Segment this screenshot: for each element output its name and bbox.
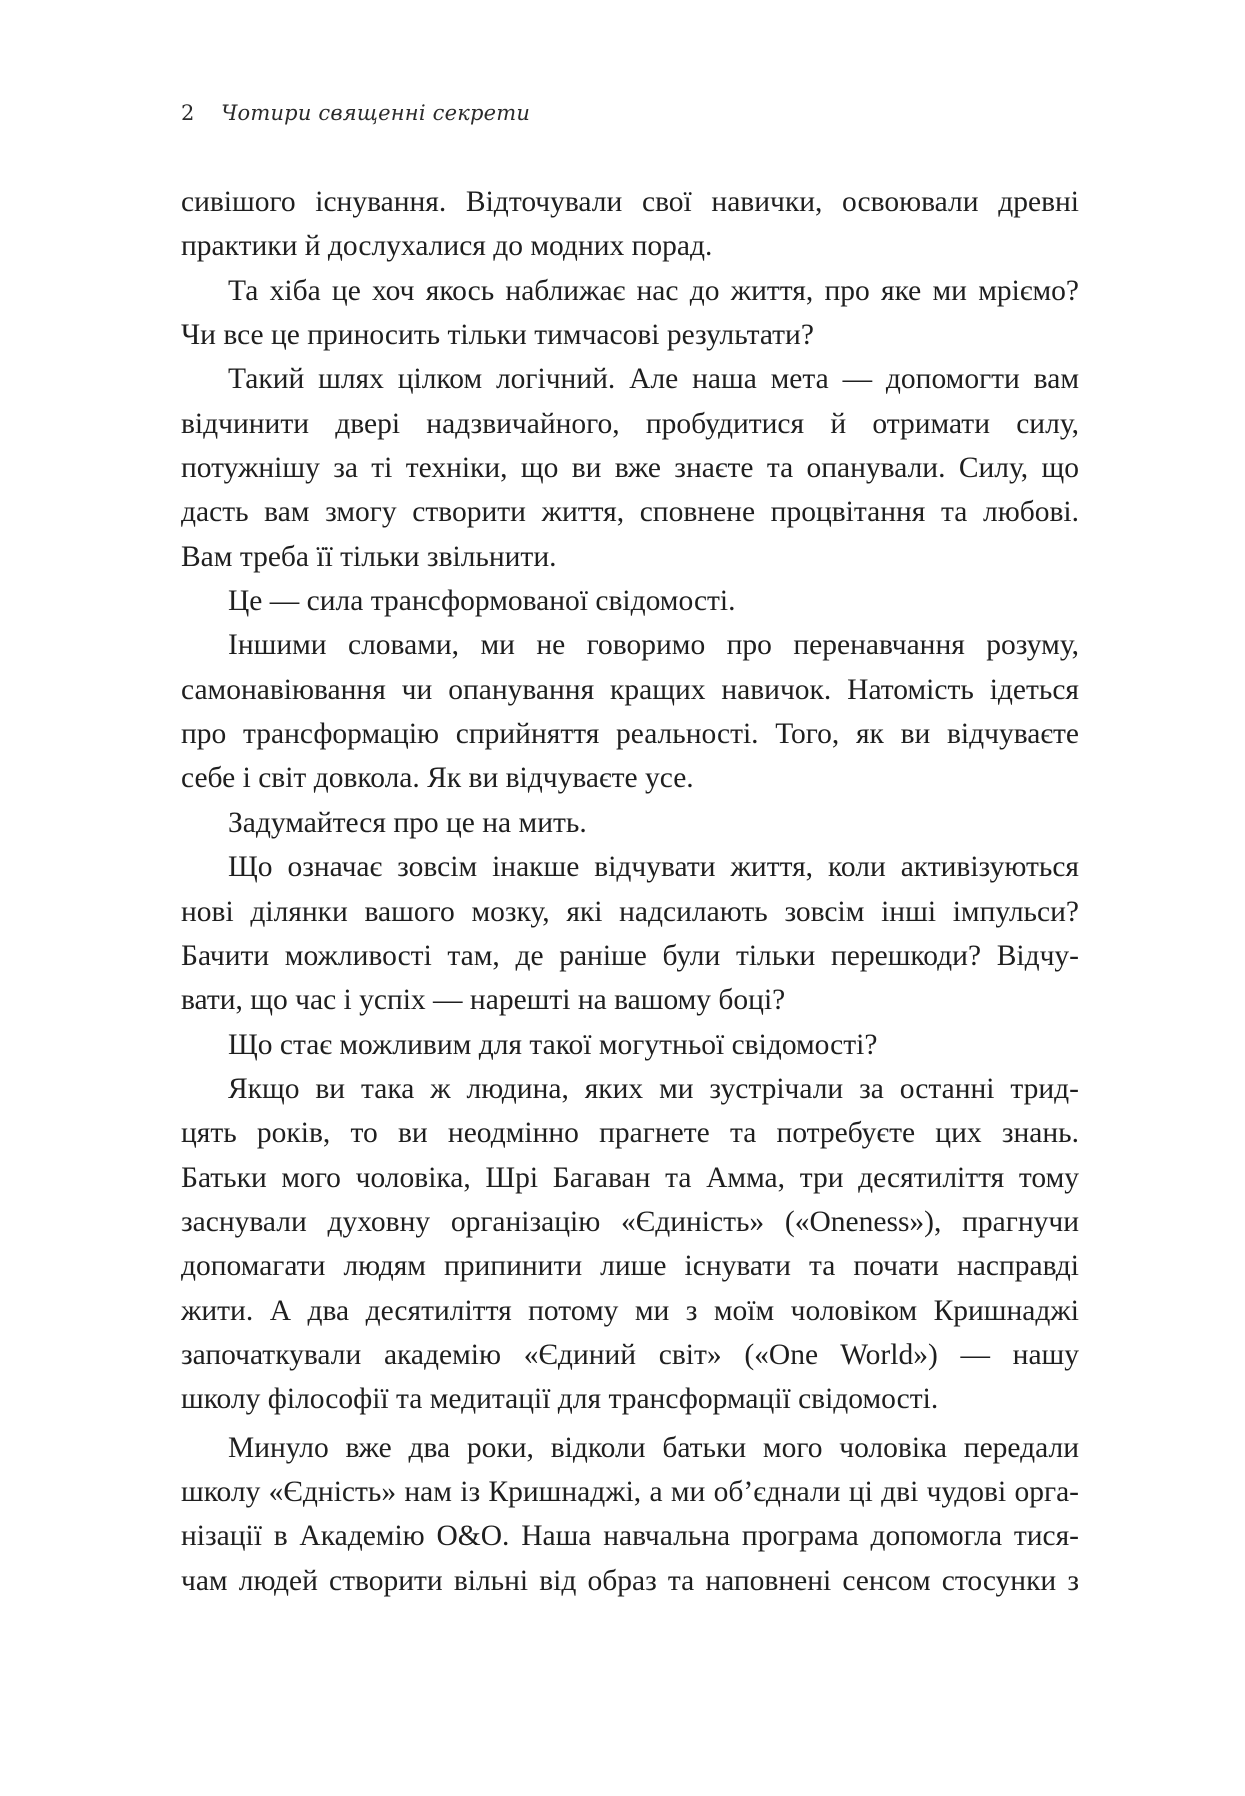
running-head: [181, 101, 530, 125]
text-line: Бачити можливості там, де раніше були тільки перешкоди? Відчу-: [181, 939, 1079, 972]
text-line: Такий шлях цілком логічний. Але наша мета — допомогти вам: [228, 363, 1079, 396]
body-text: [181, 180, 1079, 1603]
text-line: Та хіба це хоч якось наближає нас до життя, про яке ми мріємо?: [228, 274, 1079, 307]
paragraph: [181, 579, 1079, 623]
text-line: Задумайтеся про це на мить.: [228, 806, 587, 839]
paragraph: [181, 357, 1079, 579]
paragraph: [181, 801, 1079, 845]
text-line: жити. А два десятиліття потому ми з моїм чоловіком Кришнаджі: [181, 1294, 1079, 1327]
text-line: нізації в Академію O&O. Наша навчальна програма допомогла тися-: [181, 1520, 1079, 1553]
text-line: самонавіювання чи опанування кращих навичок. Натомість ідеться: [181, 673, 1079, 706]
text-line: Якщо ви така ж людина, яких ми зустрічали за останні трид-: [228, 1072, 1079, 1105]
text-line: чам людей створити вільні від образ та наповнені сенсом стосунки з: [181, 1564, 1079, 1597]
text-line: практики й дослухалися до модних порад.: [181, 230, 713, 263]
paragraph: [181, 269, 1079, 358]
text-line: Батьки мого чоловіка, Шрі Багаван та Амма, три десятиліття тому: [181, 1161, 1079, 1194]
page-number: 2: [181, 101, 195, 125]
text-line: школу «Єдність» нам із Кришнаджі, а ми об’єднали ці дві чудові орга-: [181, 1475, 1079, 1508]
text-line: Іншими словами, ми не говоримо про перенавчання розуму,: [228, 629, 1079, 662]
text-line: про трансформацію сприйняття реальності. Того, як ви відчуваєте: [181, 718, 1079, 751]
text-line: заснували духовну організацію «Єдиність» («Oneness»), прагнучи: [181, 1205, 1079, 1238]
text-line: себе і світ довкола. Як ви відчуваєте усе.: [181, 762, 694, 795]
text-line: Чи все це приносить тільки тимчасові результати?: [181, 319, 814, 352]
text-line: Минуло вже два роки, відколи батьки мого чоловіка передали: [228, 1431, 1079, 1464]
book-title: Чотири священні секрети: [221, 101, 531, 125]
paragraph: [181, 1023, 1079, 1067]
paragraph: [181, 1067, 1079, 1422]
text-line: школу філософії та медитації для трансформації свідомості.: [181, 1383, 939, 1416]
text-line: сивішого існування. Відточували свої навички, освоювали древні: [181, 186, 1079, 218]
text-line: Вам треба її тільки звільнити.: [181, 540, 557, 573]
text-line: допомагати людям припинити лише існувати та почати насправді: [181, 1250, 1079, 1283]
text-line: потужнішу за ті техніки, що ви вже знаєте та опанували. Силу, що: [181, 452, 1079, 485]
text-line: відчинити двері надзвичайного, пробудитися й отримати силу,: [181, 407, 1079, 440]
paragraph: [181, 1426, 1079, 1603]
text-line: дасть вам змогу створити життя, сповнене процвітання та любові.: [181, 496, 1079, 529]
paragraph: [181, 845, 1079, 1022]
text-line: Це — сила трансформованої свідомості.: [228, 585, 736, 618]
text-line: цять років, то ви неодмінно прагнете та потребуєте цих знань.: [181, 1117, 1079, 1150]
text-line: нові ділянки вашого мозку, які надсилають зовсім інші імпульси?: [181, 895, 1079, 928]
text-line: започаткували академію «Єдиний світ» («One World») — нашу: [181, 1338, 1079, 1371]
text-line: Що стає можливим для такої могутньої свідомості?: [228, 1028, 878, 1061]
paragraph: [181, 180, 1079, 269]
text-line: Що означає зовсім інакше відчувати життя, коли активізуються: [228, 851, 1079, 884]
text-line: вати, що час і успіх — нарешті на вашому боці?: [181, 984, 786, 1017]
paragraph: [181, 623, 1079, 800]
